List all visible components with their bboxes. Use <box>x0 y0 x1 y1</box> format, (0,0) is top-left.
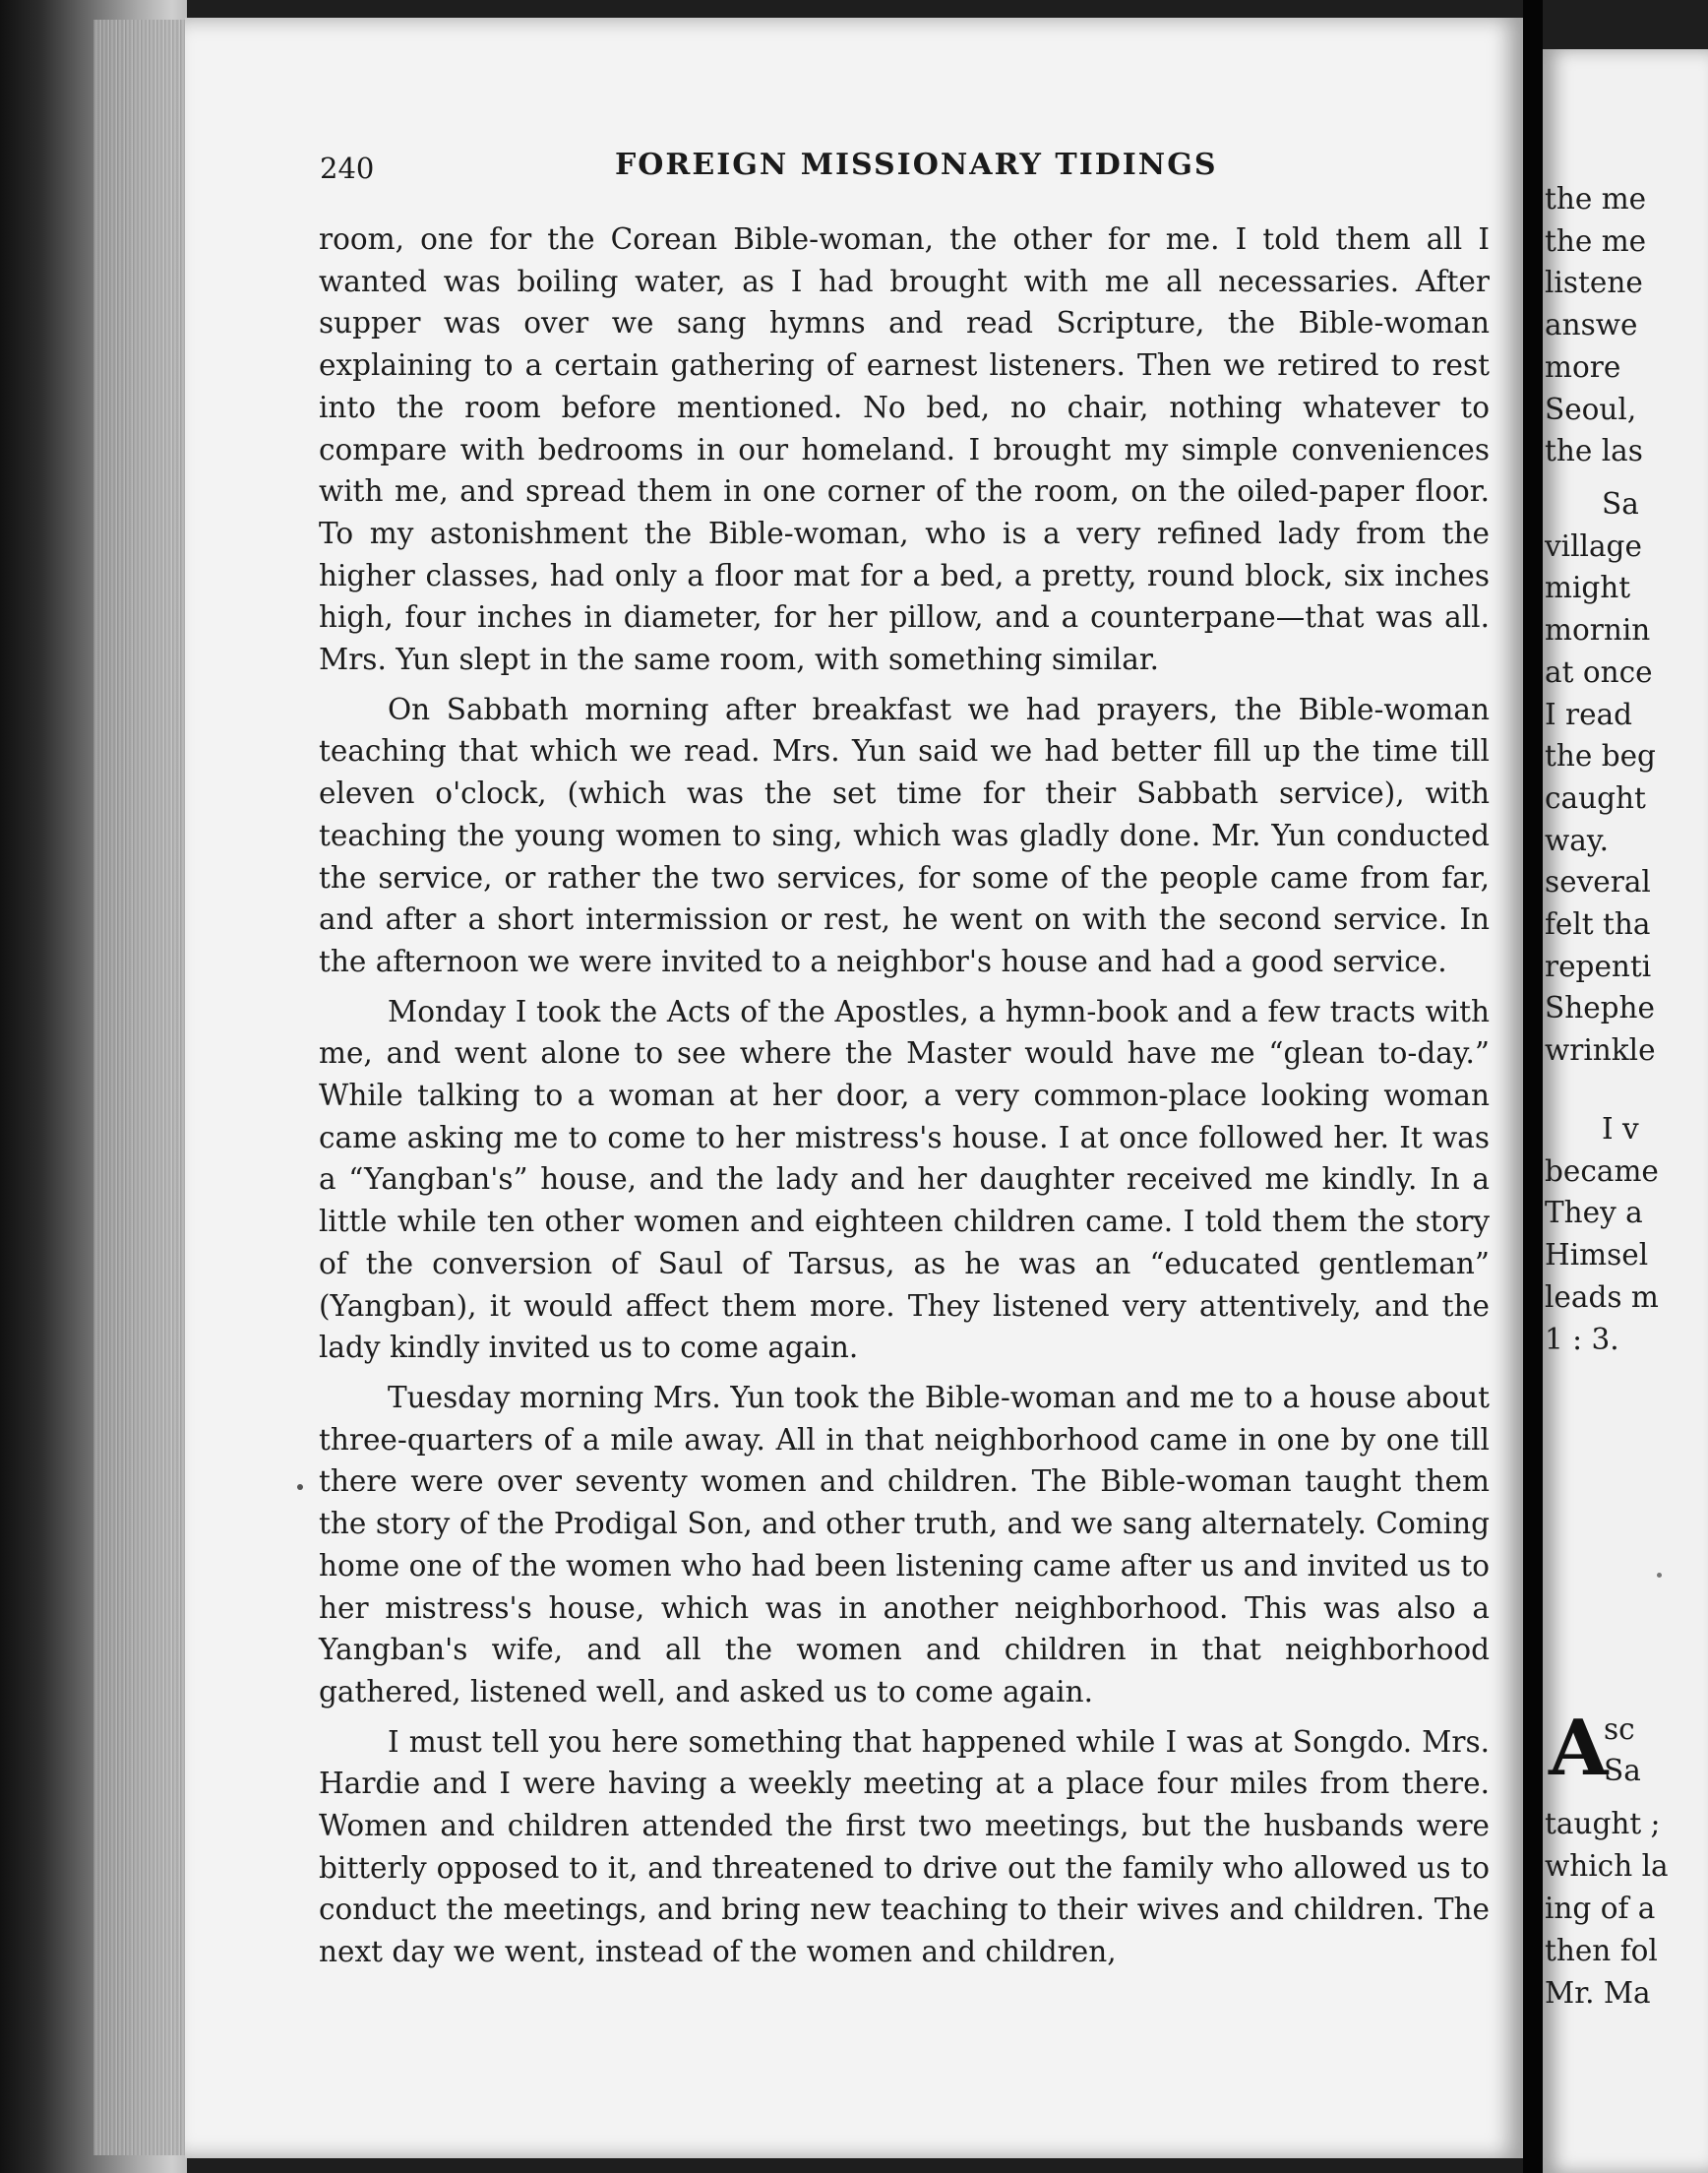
paragraph: I must tell you here something that happened while I was at Songdo. Mrs. Hardie and I were having a weekly meeting at a place four miles from there. Women and children attended the first two meetings, but the husbands were bitterly opposed to it, and threatened to drive out the family who allowed us to conduct the meetings, and bring new teaching to their wives and children. The next day we went, instead of the women and children, <box>319 1724 1490 1969</box>
paragraph: On Sabbath morning after breakfast we had prayers, the Bible-woman teaching that which we read. Mrs. Yun said we had better fill up the time till eleven o'clock, (which was the set time for their Sabbath service), with teaching the young women to sing, which was gladly done. Mr. Yun conducted the service, or rather the two services, for some of the people came from far, and after a short intermission or rest, he went on with the second service. In the afternoon we were invited to a neighbor's house and had a good service. <box>319 692 1490 978</box>
right-page-line: taught ; <box>1545 1807 1661 1840</box>
right-page-line: Seoul, <box>1545 392 1637 426</box>
right-page-line: Sa <box>1602 487 1639 521</box>
right-page-line: the las <box>1545 434 1643 468</box>
right-page-line: answe <box>1545 308 1638 342</box>
right-page-line: leads m <box>1545 1279 1659 1314</box>
right-page-line: several <box>1545 865 1651 900</box>
book-gutter <box>1523 0 1543 2173</box>
right-page-line: 1 : 3. <box>1545 1322 1619 1356</box>
right-page-line: sc <box>1604 1712 1635 1746</box>
right-page-line: repenti <box>1545 949 1652 983</box>
right-page-line: caught <box>1545 780 1646 815</box>
right-page-line: village <box>1545 528 1642 563</box>
right-page-line: mornin <box>1545 613 1651 648</box>
margin-dot <box>1657 1573 1662 1578</box>
right-page-line: the me <box>1545 223 1647 258</box>
page-edges <box>93 20 187 2155</box>
right-page <box>1543 49 1708 2173</box>
right-page-line: way. <box>1545 823 1609 857</box>
right-page-line: at once <box>1545 654 1653 689</box>
right-page-line: Shephe <box>1545 991 1656 1025</box>
paragraph: Monday I took the Acts of the Apostles, a hymn-book and a few tracts with me, and went alone to see where the Master would have me “glean to-day.” While talking to a woman at her door, a very common-place looking woman came asking me to come to her mistress's house. I at once followed her. It was a “Yangban's” house, and the lady and her daughter received me kindly. In a little while ten other women and eighteen children came. I told them the story of the conversion of Saul of Tarsus, as he was an “educated gentleman” (Yangban), it would affect them more. They listened very attentively, and the lady kindly invited us to come again. <box>319 994 1490 1365</box>
right-page-line: Himsel <box>1545 1238 1649 1273</box>
right-page-line: became <box>1545 1153 1659 1188</box>
paragraph: Tuesday morning Mrs. Yun took the Bible-woman and me to a house about three-quarters of a mile away. All in that neighborhood came in one by one till there were over seventy women and children. The Bible-woman taught them the story of the Prodigal Son, and other truth, and we sang alternately. Coming home one of the women who had been listening came after us and invited us to her mistress's house, which was in another neighborhood. This was also a Yangban's wife, and all the women and children in that neighborhood gathered, listened well, and asked us to come again. <box>319 1380 1490 1708</box>
right-page-line: might <box>1545 571 1631 605</box>
right-page-line: the me <box>1545 182 1647 216</box>
right-page-line: felt tha <box>1545 907 1651 941</box>
right-page-line: listene <box>1545 266 1643 300</box>
right-page-line: more <box>1545 349 1621 384</box>
page-number: 240 <box>320 152 375 185</box>
page-header <box>320 148 1505 191</box>
body-text <box>319 218 1490 1981</box>
right-page-line: Mr. Ma <box>1545 1976 1651 2010</box>
right-page-line: I read <box>1545 697 1633 731</box>
right-page-line: then fol <box>1545 1934 1658 1967</box>
right-page-line: the beg <box>1545 739 1656 774</box>
right-page-line: Sa <box>1604 1754 1641 1787</box>
margin-dot <box>297 1484 303 1490</box>
running-title: FOREIGN MISSIONARY TIDINGS <box>615 148 1218 182</box>
drop-cap: A <box>1549 1704 1609 1793</box>
right-page-line: which la <box>1545 1849 1669 1883</box>
paragraph: room, one for the Corean Bible-woman, the other for me. I told them all I wanted was boiling water, as I had brought with me all necessaries. After supper was over we sang hymns and read Scripture, the Bible-woman explaining to a certain gathering of earnest listeners. Then we retired to rest into the room before mentioned. No bed, no chair, nothing whatever to compare with bedrooms in our homeland. I brought my simple conveniences with me, and spread them in one corner of the room, on the oiled-paper floor. To my astonishment the Bible-woman, who is a very refined lady from the higher classes, had only a floor mat for a bed, a pretty, round block, six inches high, four inches in diameter, for her pillow, and a counterpane—that was all. Mrs. Yun slept in the same room, with something similar. <box>319 222 1490 677</box>
right-page-line: ing of a <box>1545 1892 1656 1925</box>
right-page-line: They a <box>1545 1196 1643 1230</box>
right-page-line: wrinkle <box>1545 1033 1656 1068</box>
right-page-line: I v <box>1602 1112 1639 1146</box>
